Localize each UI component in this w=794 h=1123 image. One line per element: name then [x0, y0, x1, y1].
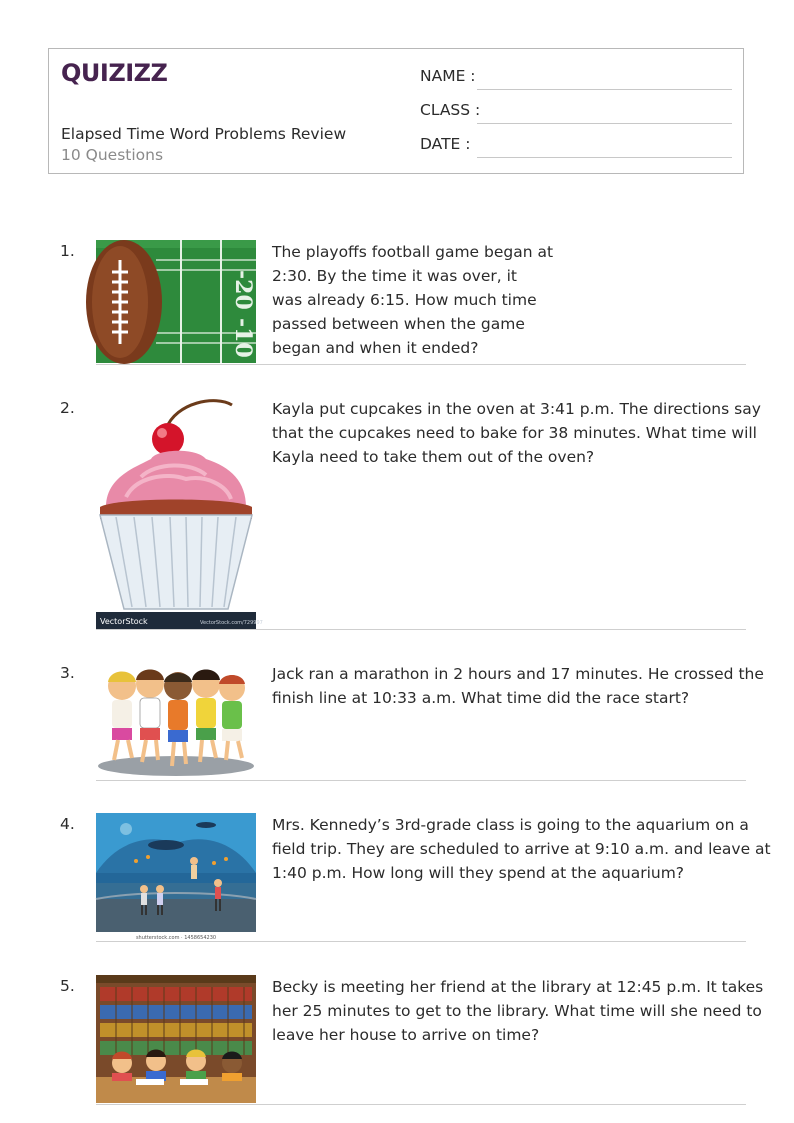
question-divider [96, 780, 746, 781]
question-line: Mrs. Kennedy’s 3rd-grade class is going to the aquarium on a [272, 816, 749, 834]
class-line[interactable] [477, 123, 732, 124]
date-line[interactable] [477, 157, 732, 158]
question-text [272, 397, 761, 469]
class-label: CLASS : [420, 101, 481, 119]
question-line: finish line at 10:33 a.m. What time did the race start? [272, 689, 690, 707]
question-line: Jack ran a marathon in 2 hours and 17 minutes. He crossed the [272, 665, 764, 683]
question-line: began and when it ended? [272, 339, 479, 357]
aquarium-image [96, 813, 256, 940]
question-divider [96, 941, 746, 942]
name-line[interactable] [477, 89, 732, 90]
field-label-10: -10 [230, 318, 256, 358]
cupcake-image [96, 397, 263, 629]
question-line: Kayla need to take them out of the oven? [272, 448, 595, 466]
field-label-20: -20 [230, 270, 256, 310]
question-line: 2:30. By the time it was over, it [272, 267, 517, 285]
name-label: NAME : [420, 67, 476, 85]
question-number: 2. [60, 399, 75, 417]
question-number: 3. [60, 664, 75, 682]
runners-image [96, 662, 256, 778]
question-line: that the cupcakes need to bake for 38 minutes. What time will [272, 424, 757, 442]
question-number: 5. [60, 977, 75, 995]
question-line: her 25 minutes to get to the library. What time will she need to [272, 1002, 762, 1020]
question-divider [96, 1104, 746, 1105]
worksheet-title: Elapsed Time Word Problems Review [61, 125, 347, 143]
question-number: 4. [60, 815, 75, 833]
name-field[interactable] [420, 67, 476, 85]
question-line: Becky is meeting her friend at the library at 12:45 p.m. It takes [272, 978, 764, 996]
question-line: 1:40 p.m. How long will they spend at the aquarium? [272, 864, 685, 882]
question-number: 1. [60, 242, 75, 260]
question-line: field trip. They are scheduled to arrive at 9:10 a.m. and leave at [272, 840, 771, 858]
question-text [272, 975, 763, 1047]
question-line: was already 6:15. How much time [272, 291, 537, 309]
vectorstock-caption: VectorStock [100, 617, 148, 626]
library-image [96, 975, 256, 1103]
question-text [272, 662, 764, 710]
question-line: leave her house to arrive on time? [272, 1026, 540, 1044]
date-label: DATE : [420, 135, 471, 153]
shutterstock-caption: shutterstock.com · 1458654230 [135, 935, 217, 941]
question-line: The playoffs football game began at [272, 243, 554, 261]
question-text [272, 240, 553, 360]
date-field[interactable] [420, 135, 470, 153]
question-divider [96, 364, 746, 365]
question-text [272, 813, 771, 885]
worksheet-header [48, 48, 744, 174]
vectorstock-id: VectorStock.com/729997 [200, 620, 263, 626]
question-divider [96, 629, 746, 630]
question-line: Kayla put cupcakes in the oven at 3:41 p.m. The directions say [272, 400, 761, 418]
football-image [96, 240, 256, 363]
quizizz-logo: QUIZIZZ [61, 59, 168, 87]
question-count: 10 Questions [61, 146, 164, 164]
class-field[interactable] [420, 101, 480, 119]
question-line: passed between when the game [272, 315, 525, 333]
